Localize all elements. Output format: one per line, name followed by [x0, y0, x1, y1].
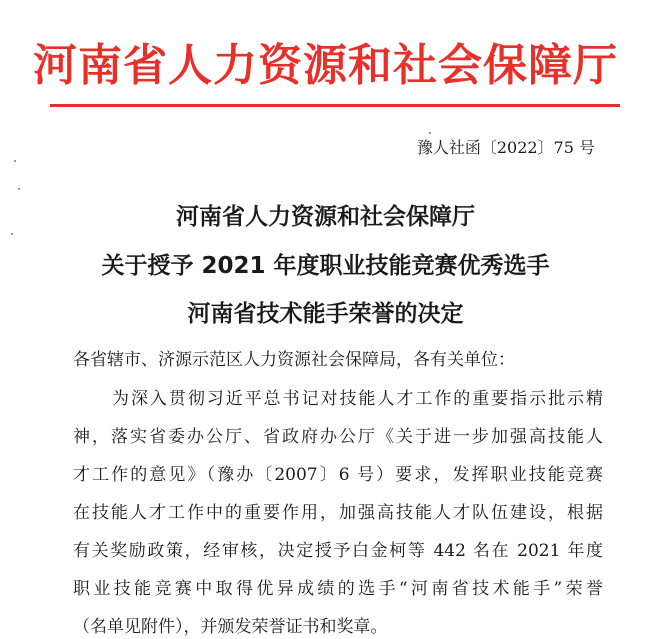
body-text-line: 才工作的意见》（豫办〔2007〕6 号）要求，发挥职业技能竞赛 [73, 465, 603, 485]
document-title-line: 河南省技术能手荣誉的决定 [187, 301, 464, 327]
document-number: 豫人社函〔2022〕75 号 [416, 138, 595, 157]
issuer-header: 河南省人力资源和社会保障厅 [33, 40, 618, 91]
scan-speck [14, 160, 16, 162]
document-title-line: 河南省人力资源和社会保障厅 [176, 204, 475, 230]
scan-speck [11, 233, 13, 235]
body-text-line: 在技能人才工作中的重要作用，加强高技能人才队伍建设，根据 [73, 503, 603, 523]
addressee-line: 各省辖市、济源示范区人力资源社会保障局，各有关单位： [73, 350, 515, 370]
scan-speck [18, 188, 20, 190]
document-title-line: 关于授予 2021 年度职业技能竞赛优秀选手 [101, 253, 550, 279]
body-text-line: 神，落实省委办公厅、省政府办公厅《关于进一步加强高技能人 [73, 427, 603, 447]
body-text-line: （名单见附件），并颁发荣誉证书和奖章。 [73, 617, 388, 637]
body-text-line: 有关奖励政策，经审核，决定授予白金柯等 442 名在 2021 年度 [73, 541, 603, 561]
red-header-rule [50, 104, 620, 107]
body-text-line: 为深入贯彻习近平总书记对技能人才工作的重要指示批示精 [112, 389, 603, 409]
body-text-line: 职业技能竞赛中取得优异成绩的选手“河南省技术能手”荣誉 [73, 579, 603, 599]
scan-speck [429, 132, 431, 134]
